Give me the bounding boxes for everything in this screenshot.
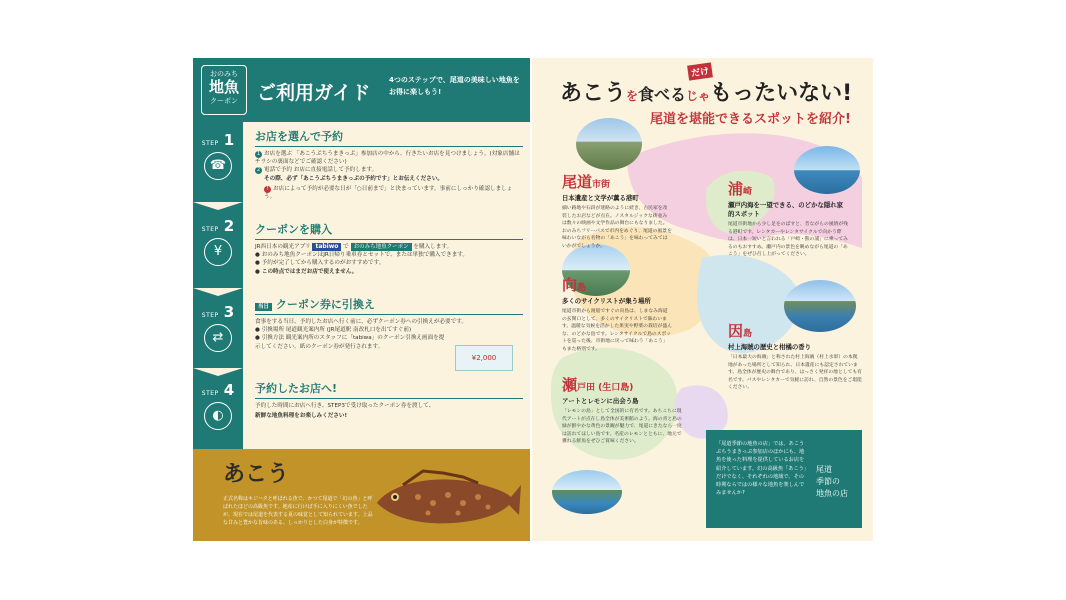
step-3-section: 当日 クーポン券に引換え 食事をする当日、予約したお店へ行く前に、必ずクーポン券への引換えが必要です。 ● 引換場所 尾道観光案内所 (JR尾道駅 南改札口を出てすぐ前) ● 引換方法 観光案内所のスタッフに「tabiwa」のクーポン引換え画面を提示してください。紙のクーポン券が発行されます。 — [255, 296, 523, 351]
coupon-ticket-image: ¥2,000 — [455, 345, 513, 371]
step-4-marker: STEP 4 ◐ — [193, 380, 243, 430]
step-divider — [193, 202, 243, 210]
guide-page — [193, 58, 530, 541]
step-1-marker: STEP 1 ☎ — [193, 130, 243, 180]
tabiwo-app-badge: tabiwo — [312, 243, 341, 251]
step-divider — [193, 288, 243, 296]
setoda-photo — [552, 470, 622, 514]
exchange-icon: ⇄ — [204, 324, 232, 352]
guide-subtitle: 4つのステップで、尾道の美味しい地魚をお得に楽しもう! — [389, 76, 520, 96]
ako-title: あこう — [223, 461, 290, 487]
spots-subtitle: 尾道を堪能できるスポットを紹介! — [650, 112, 851, 127]
seasonal-fish-shops-box — [706, 430, 862, 528]
spot-setoda: 瀬戸田 (生口島) アートとレモンに出会う島 「レモンの島」として全国的に有名です。あちこちに現代アートが点在し島全体が美術館のよう。海の青と島の緑が鮮やかな黄色の景観が魅力で、尾道にきたなら一度は訪れてほしい島です。名産のレモンとともに、地元で獲れる鮮魚をぜひご賞味ください。 — [562, 376, 682, 444]
dake-badge: だけ — [687, 62, 713, 80]
step-2-heading: クーポンを購入 — [255, 221, 523, 240]
day-of-tag: 当日 — [255, 303, 272, 311]
spots-page — [532, 58, 873, 541]
yen-icon: ¥ — [204, 238, 232, 266]
seasonal-fish-shops-logo: 尾道 季節の 地魚の店 — [816, 465, 848, 498]
phone-icon: ☎ — [204, 152, 232, 180]
spot-urasaki: 浦崎 瀬戸内海を一望できる、のどかな隠れ家的スポット 尾道市街地から少し足をのばすと、昔ながらの風情が残る港町です。レンタカーやレンタサイクルで向かう際は、日本一短いと言われる「戸崎・熊の浦」に乗ってみるのもおすすめ。瀬戸内の景色を眺めながら尾道の「あこう」をぜひ召し上がってください。 — [728, 180, 848, 257]
step-1-section: お店を選んで予約 1 お店を選ぶ 「あこうぷちうまきっぷ」参加店の中から、行きたいお店を見つけましょう。(対象店舗はチラシの裏面などでご確認ください) 2 電話で予約 お店に直接電話して予約します。 その際、必ず「あこうぷちうまきっぷの予約です」とお伝えください。 ! お店によって予約が必要な日が「○日前まで」と決まっています。事前にしっかり確認しましょう。 — [255, 128, 523, 201]
enjoy-message: 新鮮な地魚料理をお楽しみください! — [255, 413, 348, 420]
step-1-heading: お店を選んで予約 — [255, 128, 523, 147]
ako-info-band — [193, 449, 530, 541]
onomichi-town-photo — [576, 118, 642, 170]
step-2-marker: STEP 2 ¥ — [193, 216, 243, 266]
spot-onomichi: 尾道市街 日本遺産と文学が薫る港町 細い路地や石段が迷路のように続き、古民家を改装したお店などが点在。ノスタルジックな街並みは数々の映画や文学作品の舞台にもなりました。おのみちフリーパスで市内をめぐり、尾道の風景を味わいながら名物の「あこう」を味わってみてはいかがでしょうか。 — [562, 173, 672, 249]
ako-description: 正式名称はキジハタと呼ばれる魚で、かつて尾道で「幻の魚」と呼ばれたほどの高級魚です。地産に行けば手に入りにくい魚でしたが、現在では尾道を代表する夏の味覚として知られています。上品な甘みと豊かな旨味のある、しっかりとした白身が特徴です。 — [223, 496, 373, 526]
spots-title: あこうを食べる だけ じゃもったいない! — [560, 76, 852, 107]
step-divider — [193, 368, 243, 376]
coupon-logo: おのみち 地魚 クーポン — [201, 65, 247, 115]
guide-header — [193, 58, 530, 122]
step-3-heading: クーポン券に引換え — [275, 298, 375, 311]
step-4-section: 予約したお店へ! 予約した時間にお店へ行き、STEP3で受け取ったクーポン券を渡して、 新鮮な地魚料理をお楽しみください! — [255, 380, 523, 420]
coupon-name-tag: おのみち地魚クーポン — [351, 243, 412, 251]
fish-dish-icon: ◐ — [204, 402, 232, 430]
seasonal-fish-shops-text: 「尾道季節の地魚の店」では、あこうぷちうまきっぷ参加店のほかにも、地魚を使った料理を提供しているお店を紹介しています。幻の高級魚「あこう」だけでなく、それぞれの地域で、その時期ならではの様々な地魚を楽しんでみませんか? — [716, 441, 807, 497]
spot-mukaishima: 向島 多くのサイクリストが集う場所 尾道市街から渡船ですぐの向島は、しまなみ海道の玄関口として、多くのサイクリストで賑わいます。温暖な気候を活かした果実や野菜の栽培が盛んな、のどかな島です。レンタサイクルで島のスポットを巡った後、市街地に戻って味わう「あこう」もまた格別です。 — [562, 276, 672, 352]
step-2-section: クーポンを購入 JR西日本の観光アプリ tabiwo で おのみち地魚クーポン を購入します。 ● おのみち地魚クーポンはJR日帰り乗車券とセットで、または単独で購入できます。 ● 予約が完了してから購入するのがおすすめです。 ● この時点ではまだお店で使えません。 — [255, 221, 523, 276]
step-column — [193, 122, 243, 502]
ako-fish-image — [373, 463, 523, 535]
guide-title: ご利用ガイド — [257, 82, 371, 104]
spot-innoshima: 因島 村上海賊の歴史と柑橘の香り 「日本最大の海賊」と称された村上海賊（村上水軍）の本拠地があった場所として知られ、日本遺産にも認定されています。島全体が歴史の舞台であり、はっさく発祥の地としても有名です。バスやレンタカーで気軽に訪れ、自然の景色をご堪能ください。 — [728, 322, 862, 390]
step-4-heading: 予約したお店へ! — [255, 380, 523, 399]
step-3-marker: STEP 3 ⇄ — [193, 302, 243, 352]
